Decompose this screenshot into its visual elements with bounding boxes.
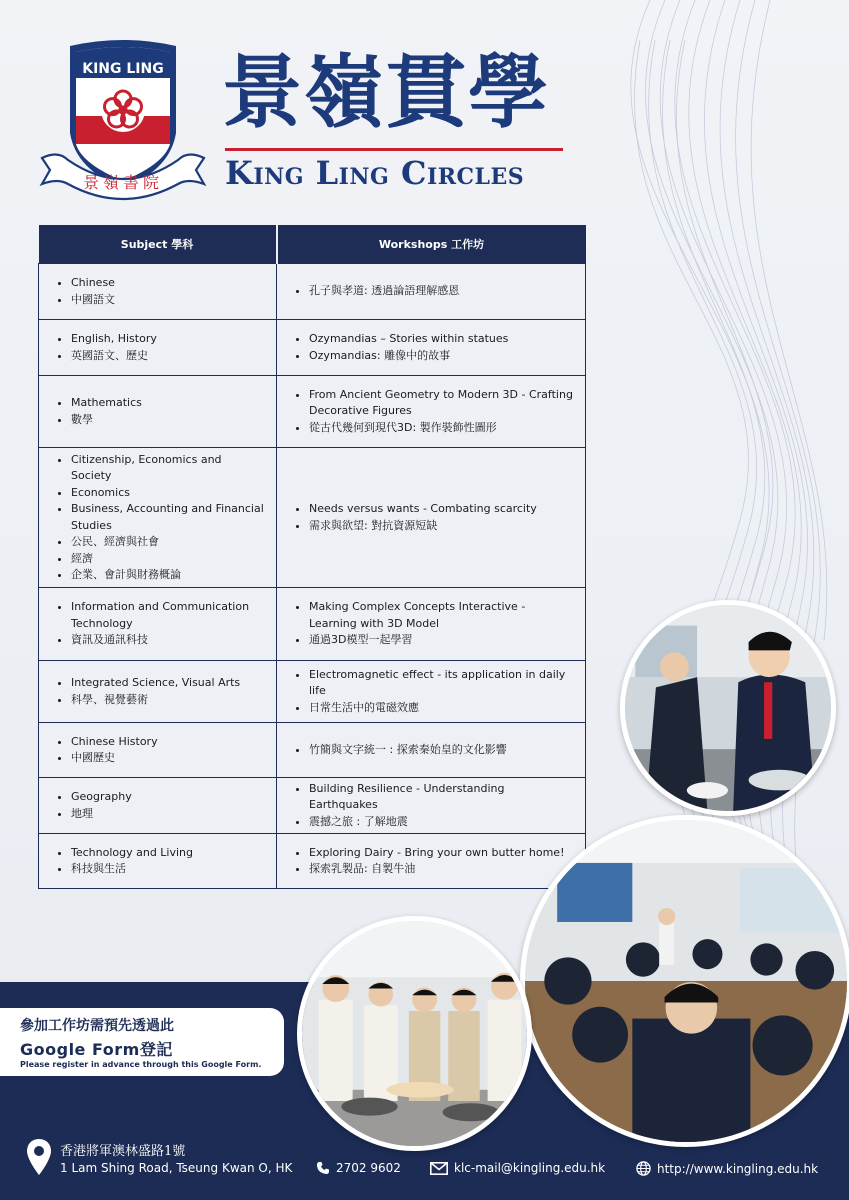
globe-icon bbox=[636, 1161, 651, 1176]
workshop-item: • From Ancient Geometry to Modern 3D - Crafting Decorative Figures bbox=[309, 387, 573, 420]
workshop-item: • Ozymandias: 雕像中的故事 bbox=[309, 348, 573, 365]
phone-contact[interactable] bbox=[316, 1161, 401, 1175]
subject-cell bbox=[39, 661, 277, 723]
school-crest-logo bbox=[38, 38, 208, 203]
subject-item: • Business, Accounting and Financial Studies bbox=[71, 501, 264, 534]
photo-classroom bbox=[520, 815, 849, 1147]
workshop-item: • Ozymandias – Stories within statues bbox=[309, 331, 573, 348]
phone-number: 2702 9602 bbox=[336, 1161, 401, 1175]
subject-item: • 資訊及通訊科技 bbox=[71, 632, 264, 649]
photo-cooking-workshop bbox=[297, 916, 532, 1151]
plum-blossom-icon bbox=[101, 88, 145, 132]
website-contact[interactable] bbox=[636, 1161, 818, 1176]
subject-column-header: Subject 學科 bbox=[39, 225, 277, 264]
subject-item: • Chinese History bbox=[71, 734, 264, 751]
table-row bbox=[39, 320, 586, 376]
crest-ribbon-text: 景嶺書院 bbox=[82, 173, 164, 192]
subject-cell bbox=[39, 723, 277, 778]
title-chinese: 景嶺貫學 bbox=[222, 45, 550, 139]
subject-cell bbox=[39, 588, 277, 661]
subject-cell bbox=[39, 778, 277, 834]
workshop-cell bbox=[277, 723, 586, 778]
table-row bbox=[39, 834, 586, 889]
table-row bbox=[39, 778, 586, 834]
table-header-row bbox=[39, 225, 586, 264]
workshop-cell bbox=[277, 376, 586, 448]
workshop-item: • Making Complex Concepts Interactive - Learning with 3D Model bbox=[309, 599, 573, 632]
photo-lab-students bbox=[620, 600, 836, 816]
workshop-cell bbox=[277, 588, 586, 661]
subject-item: • Mathematics bbox=[71, 395, 264, 412]
address-chinese: 香港將軍澳林盛路1號 bbox=[60, 1144, 186, 1159]
crest-top-text: KING LING bbox=[82, 61, 164, 77]
subject-item: • 數學 bbox=[71, 412, 264, 429]
workshop-cell bbox=[277, 448, 586, 588]
subject-cell bbox=[39, 320, 277, 376]
email-address: klc-mail@kingling.edu.hk bbox=[454, 1161, 606, 1175]
phone-icon bbox=[316, 1161, 330, 1175]
subject-item: • 英國語文、歷史 bbox=[71, 348, 264, 365]
table-row bbox=[39, 448, 586, 588]
workshop-item: • 通過3D模型一起學習 bbox=[309, 632, 573, 649]
address-english: 1 Lam Shing Road, Tseung Kwan O, HK bbox=[60, 1161, 293, 1175]
workshop-item: • 需求與欲望: 對抗資源短缺 bbox=[309, 518, 573, 535]
subject-item: • Integrated Science, Visual Arts bbox=[71, 675, 264, 692]
workshops-column-header: Workshops 工作坊 bbox=[277, 225, 586, 264]
subject-item: • Geography bbox=[71, 789, 264, 806]
subject-item: • Citizenship, Economics and Society bbox=[71, 452, 264, 485]
subject-item: • 科技與生活 bbox=[71, 861, 264, 878]
workshop-cell bbox=[277, 834, 586, 889]
subject-cell bbox=[39, 264, 277, 320]
registration-google-form-link[interactable]: Google Form登記 bbox=[20, 1040, 173, 1059]
workshop-item: • Exploring Dairy - Bring your own butter home! bbox=[309, 845, 573, 862]
subject-item: • 中國歷史 bbox=[71, 750, 264, 767]
subject-item: • 科學、視覺藝術 bbox=[71, 692, 264, 709]
table-row bbox=[39, 376, 586, 448]
workshop-item: • Building Resilience - Understanding Earthquakes bbox=[309, 781, 573, 814]
subject-item: • Information and Communication Technology bbox=[71, 599, 264, 632]
subject-item: • 公民、經濟與社會 bbox=[71, 534, 264, 551]
table-row bbox=[39, 588, 586, 661]
subject-item: • Economics bbox=[71, 485, 264, 502]
workshop-cell bbox=[277, 320, 586, 376]
website-url: http://www.kingling.edu.hk bbox=[657, 1161, 819, 1176]
subject-item: • 經濟 bbox=[71, 551, 264, 568]
table-row bbox=[39, 723, 586, 778]
subject-item: • English, History bbox=[71, 331, 264, 348]
subject-cell bbox=[39, 376, 277, 448]
workshop-item: • 震撼之旅 : 了解地震 bbox=[309, 814, 573, 831]
workshop-item: • Needs versus wants - Combating scarcity bbox=[309, 501, 573, 518]
subject-item: • Chinese bbox=[71, 275, 264, 292]
table-row bbox=[39, 264, 586, 320]
workshop-item: • 從古代幾何到現代3D: 製作裝飾性圖形 bbox=[309, 420, 573, 437]
workshop-item: • 竹簡與文字統一 : 探索秦始皇的文化影響 bbox=[309, 742, 573, 759]
workshops-table bbox=[38, 225, 586, 889]
registration-line-en: Please register in advance through this Google Form. bbox=[20, 1060, 262, 1069]
workshop-cell bbox=[277, 778, 586, 834]
subject-cell bbox=[39, 834, 277, 889]
subject-item: • 企業、會計與財務概論 bbox=[71, 567, 264, 584]
email-contact[interactable] bbox=[430, 1161, 605, 1175]
workshop-item: • Electromagnetic effect - its application in daily life bbox=[309, 667, 573, 700]
table-row bbox=[39, 661, 586, 723]
workshop-item: • 探索乳製品: 自製牛油 bbox=[309, 861, 573, 878]
workshop-cell bbox=[277, 661, 586, 723]
workshop-cell bbox=[277, 264, 586, 320]
workshop-item: • 日常生活中的電磁效應 bbox=[309, 700, 573, 717]
subject-item: • Technology and Living bbox=[71, 845, 264, 862]
subject-item: • 地理 bbox=[71, 806, 264, 823]
envelope-icon bbox=[430, 1162, 448, 1175]
subject-cell bbox=[39, 448, 277, 588]
subject-item: • 中國語文 bbox=[71, 292, 264, 309]
registration-line-cn: 參加工作坊需預先透過此 bbox=[20, 1018, 174, 1034]
title-divider bbox=[225, 148, 563, 151]
workshop-item: • 孔子與孝道: 透過論語理解感恩 bbox=[309, 283, 573, 300]
title-english: King Ling Circles bbox=[225, 154, 525, 192]
map-pin-icon bbox=[26, 1138, 52, 1176]
